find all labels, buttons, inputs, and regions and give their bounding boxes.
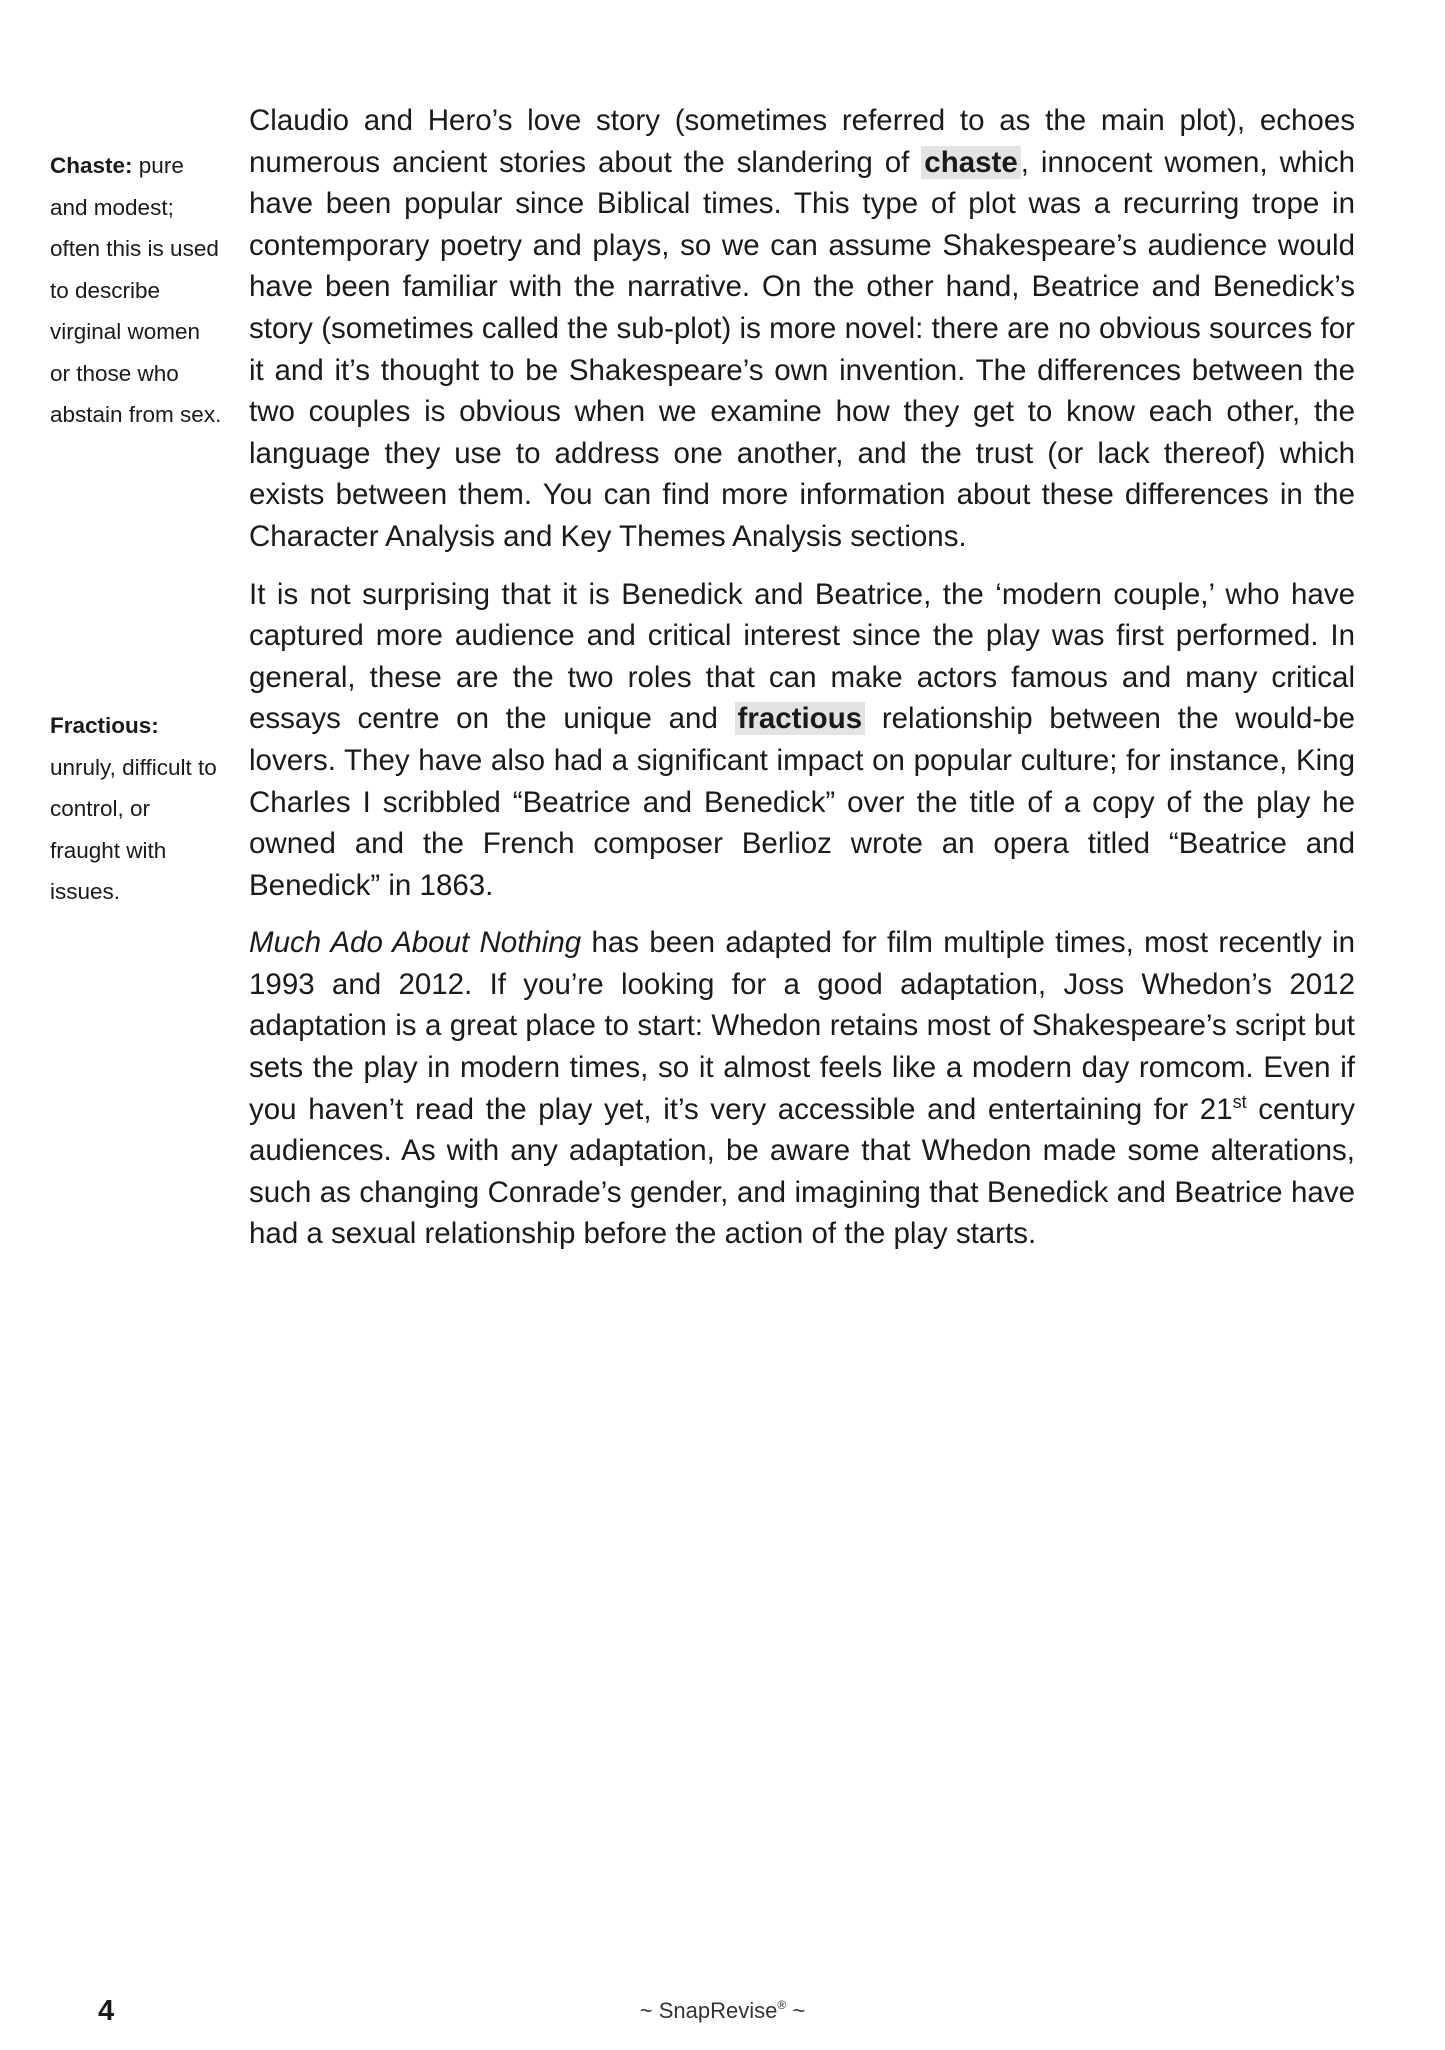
registered-mark: ® bbox=[777, 1998, 787, 2012]
text-run: Claudio and Hero’s love story (sometimes referred to as the main plot), echoes numerous ancient stories about the slandering of bbox=[249, 104, 1355, 179]
text-run: has been adapted for film multiple times, most recently in 1993 and 2012. If you’re looking for a good adaptation, Joss Whedon’s 2012 adaptation is a great place to start: Whedon retains most of Shakespeare’s script but sets the play in modern times, so it almost feels like a modern day romcom. Even if you haven’t read the play yet, it’s very accessible and entertaining for 21 bbox=[249, 926, 1355, 1126]
text-run: century audiences. As with any adaptation, be aware that Whedon made some alterations, such as changing Conrade’s gender, and imagining that Benedick and Beatrice have had a sexual relationship before the action of the play starts. bbox=[249, 1092, 1355, 1251]
glossary-term: Chaste: bbox=[50, 153, 133, 178]
ordinal-suffix: st bbox=[1232, 1091, 1247, 1112]
text-run: relationship between the would-be lovers. They have also had a significant impact on popular culture; for instance, King Charles I scribbled “Beatrice and Benedick” over the title of a copy of the play he owned and the French composer Berlioz wrote an opera titled “Beatrice and Benedick” in 1863. bbox=[249, 702, 1356, 902]
paragraph-1 bbox=[249, 100, 1355, 558]
play-title: Much Ado About Nothing bbox=[249, 926, 582, 960]
highlighted-term-fractious: fractious bbox=[735, 702, 866, 735]
main-text bbox=[249, 100, 1355, 1271]
paragraph-2 bbox=[249, 574, 1355, 907]
page-number: 4 bbox=[98, 1995, 115, 2027]
highlighted-term-chaste: chaste bbox=[921, 146, 1020, 179]
text-run: It is not surprising that it is Benedick and Beatrice, the ‘modern couple,’ who have captured more audience and critical interest since the play was first performed. In general, these are the two roles that can make actors famous and many critical essays centre on the unique and bbox=[249, 577, 1355, 736]
footer-brand bbox=[0, 1998, 1445, 2024]
glossary-chaste bbox=[50, 145, 222, 436]
glossary-definition: pure and modest; often this is used to describe virginal women or those who abstain from sex. bbox=[50, 153, 222, 427]
glossary-fractious bbox=[50, 705, 222, 913]
glossary-term: Fractious: bbox=[50, 713, 159, 738]
brand-suffix: ~ bbox=[786, 1998, 806, 2023]
glossary-definition: unruly, difficult to control, or fraught with issues. bbox=[50, 754, 217, 904]
brand-name: ~ SnapRevise bbox=[639, 1998, 778, 2023]
text-run: , innocent women, which have been popular since Biblical times. This type of plot was a recurring trope in contemporary poetry and plays, so we can assume Shakespeare’s audience would have been familiar with the narrative. On the other hand, Beatrice and Benedick’s story (sometimes called the sub-plot) is more novel: there are no obvious sources for it and it’s thought to be Shakespeare’s own invention. The differences between the two couples is obvious when we examine how they get to know each other, the language they use to address one another, and the trust (or lack thereof) which exists between them. You can find more information about these differences in the Character Analysis and Key Themes Analysis sections. bbox=[249, 145, 1356, 553]
paragraph-3 bbox=[249, 922, 1355, 1255]
